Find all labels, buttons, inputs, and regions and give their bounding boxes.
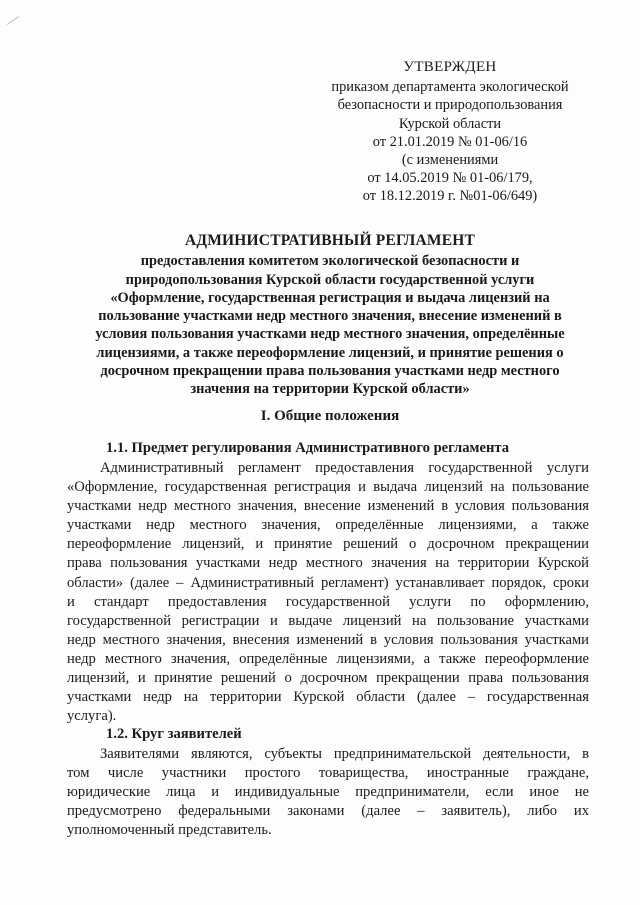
- paragraph-line: услуга).: [67, 708, 117, 725]
- paragraph-line: Заявителями являются, субъекты предпринимательской деятельности, в: [100, 746, 589, 762]
- approval-line: от 21.01.2019 № 01-06/16: [372, 133, 528, 150]
- approval-line: от 14.05.2019 № 01-06/179,: [367, 170, 533, 187]
- paragraph-line: области» (далее – Административный регламент) устанавливает порядок, сроки: [67, 574, 589, 591]
- paragraph-line: «Оформление, государственная регистрация и выдача лицензий на пользование: [67, 479, 589, 496]
- subsection-1-2-text: [67, 745, 589, 840]
- approval-line: Курской области: [398, 115, 502, 132]
- paragraph-line: лицензий, и принятие решений о досрочном прекращении права пользования: [67, 670, 589, 687]
- title-line: предоставления комитетом экологической безопасности и: [140, 253, 520, 270]
- approval-line: приказом департамента экологической: [331, 79, 569, 96]
- title-line: природопользования Курской области государственной услуги: [125, 271, 535, 288]
- title-line: досрочном прекращении права пользования участками недр местного: [100, 363, 560, 380]
- title-line: условия пользования участками недр местного значения, определённые: [95, 326, 565, 343]
- title-line: пользование участками недр местного значения, внесение изменений в: [98, 308, 562, 325]
- paragraph-line: недр местного значения, внесения изменений в условия пользования участками: [67, 631, 589, 648]
- title-line: «Оформление, государственная регистрация и выдача лицензий на: [110, 289, 550, 306]
- approval-heading: УТВЕРЖДЕН: [403, 59, 497, 75]
- approval-stamp-block: [305, 58, 595, 206]
- document-title: АДМИНИСТРАТИВНЫЙ РЕГЛАМЕНТ: [184, 232, 476, 249]
- paragraph-line: государственной регистрации и выдаче лицензий на пользование участками: [67, 612, 589, 629]
- paragraph-line: участками недр местного значения, определённые лицензиями, а также: [67, 517, 589, 534]
- scan-artifact: [7, 16, 19, 25]
- paragraph-line: предусмотрено федеральными законами (далее – заявитель), либо их: [67, 803, 589, 820]
- paragraph-line: Административный регламент предоставления государственной услуги: [100, 460, 589, 476]
- paragraph-line: участками недр местного значения, внесение изменений в условия пользования: [67, 498, 589, 515]
- paragraph-line: переоформление лицензий, и принятие решений о досрочном прекращении: [67, 536, 589, 553]
- paragraph-line: юридические лица и индивидуальные предприниматели, если иное не: [67, 784, 589, 801]
- subsection-heading-1-1: 1.1. Предмет регулирования Административного регламента: [106, 440, 510, 456]
- subsection-heading-1-2: 1.2. Круг заявителей: [106, 726, 242, 742]
- paragraph-line: участками недр на территории Курской области (далее – государственная: [67, 689, 589, 706]
- paragraph-line: и стандарт предоставления государственной услуги по оформлению,: [67, 593, 589, 610]
- paragraph-line: том числе участники простого товарищества, иностранные граждане,: [67, 765, 589, 782]
- title-line: лицензиями, а также переоформление лицензий, и принятие решения о: [96, 344, 564, 361]
- approval-line: (с изменениями: [401, 152, 499, 169]
- paragraph-line: недр местного значения, определённые лицензиями, а также переоформление: [67, 650, 589, 667]
- title-line: значения на территории Курской области»: [190, 381, 470, 398]
- section-heading: I. Общие положения: [260, 408, 400, 424]
- subsection-1-1-text: [67, 459, 589, 726]
- document-title-block: [80, 232, 580, 399]
- paragraph-line: права пользования участками недр местного значения на территории Курской: [67, 555, 589, 572]
- paragraph-line: уполномоченный представитель.: [67, 822, 272, 839]
- approval-line: от 18.12.2019 г. №01-06/649): [362, 188, 538, 205]
- approval-line: безопасности и природопользования: [337, 97, 563, 114]
